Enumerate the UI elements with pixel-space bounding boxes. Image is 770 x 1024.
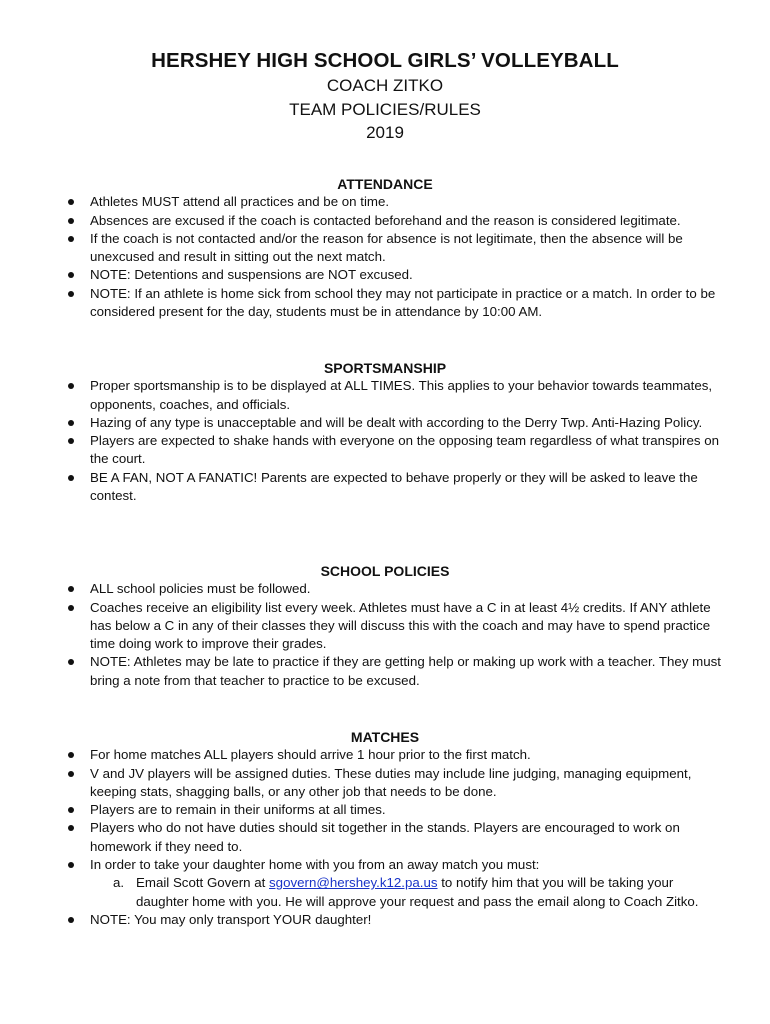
list-item: Absences are excused if the coach is contacted beforehand and the reason is considered legitimate. — [0, 212, 770, 230]
list-item: Players are to remain in their uniforms at all times. — [0, 801, 770, 819]
list-item: Athletes MUST attend all practices and be on time. — [0, 193, 770, 211]
document-title: HERSHEY HIGH SCHOOL GIRLS’ VOLLEYBALL — [151, 49, 619, 72]
list-item: NOTE: If an athlete is home sick from school they may not participate in practice or a match. In order to be considered present for the day, students must be in attendance by 10:00 AM. — [0, 285, 770, 322]
matches-heading: MATCHES — [350, 729, 420, 745]
sportsmanship-heading: SPORTSMANSHIP — [323, 360, 447, 376]
matches-list — [0, 746, 770, 929]
list-item: Proper sportsmanship is to be displayed at ALL TIMES. This applies to your behavior towards teammates, opponents, coaches, and officials. — [0, 377, 770, 414]
school-policies-section — [0, 562, 770, 690]
coach-name: COACH ZITKO — [326, 76, 444, 95]
list-item: For home matches ALL players should arrive 1 hour prior to the first match. — [0, 746, 770, 764]
list-item: Players are expected to shake hands with everyone on the opposing team regardless of what transpires on the court. — [0, 432, 770, 469]
sub-list — [90, 874, 730, 911]
school-policies-list — [0, 580, 770, 690]
list-item: Hazing of any type is unacceptable and will be dealt with according to the Derry Twp. Anti-Hazing Policy. — [0, 414, 770, 432]
list-item: NOTE: Detentions and suspensions are NOT excused. — [0, 266, 770, 284]
document-header — [0, 48, 770, 145]
email-link[interactable]: sgovern@hershey.k12.pa.us — [269, 875, 438, 891]
list-item: V and JV players will be assigned duties. These duties may include line judging, managing equipment, keeping stats, shagging balls, or any other job that needs to be done. — [0, 765, 770, 802]
attendance-heading: ATTENDANCE — [337, 176, 433, 192]
attendance-section — [0, 175, 770, 321]
document-year: 2019 — [366, 123, 404, 142]
attendance-list — [0, 193, 770, 321]
list-item-with-subitems — [0, 856, 770, 911]
matches-section — [0, 728, 770, 929]
school-policies-heading: SCHOOL POLICIES — [320, 563, 450, 579]
list-item: Coaches receive an eligibility list every week. Athletes must have a C in at least 4½ credits. If ANY athlete has below a C in any of their classes they will discuss this with the coach and may have to spend practice time doing work to improve their grades. — [0, 599, 770, 654]
list-item: BE A FAN, NOT A FANATIC! Parents are expected to behave properly or they will be asked to leave the contest. — [0, 469, 770, 506]
list-item: ALL school policies must be followed. — [0, 580, 770, 598]
list-item-text: In order to take your daughter home with you from an away match you must: — [90, 857, 540, 873]
sub-item-text-after: to notify him that you will be taking your daughter home with you. He will approve your request and pass the email along to Coach Zitko. — [136, 875, 699, 909]
list-item: Players who do not have duties should sit together in the stands. Players are encouraged to work on homework if they need to. — [0, 819, 770, 856]
document-subtitle: TEAM POLICIES/RULES — [289, 99, 481, 119]
list-item: If the coach is not contacted and/or the reason for absence is not legitimate, then the absence will be unexcused and result in sitting out the next match. — [0, 230, 770, 267]
sub-item-marker: a. — [113, 875, 125, 891]
sub-list-item — [90, 874, 730, 911]
list-item: NOTE: You may only transport YOUR daughter! — [0, 911, 770, 929]
list-item: NOTE: Athletes may be late to practice if they are getting help or making up work with a teacher. They must bring a note from that teacher to practice to be excused. — [0, 653, 770, 690]
sub-item-text-before: Email Scott Govern at — [136, 875, 270, 891]
sportsmanship-list — [0, 377, 770, 505]
sportsmanship-section — [0, 359, 770, 505]
